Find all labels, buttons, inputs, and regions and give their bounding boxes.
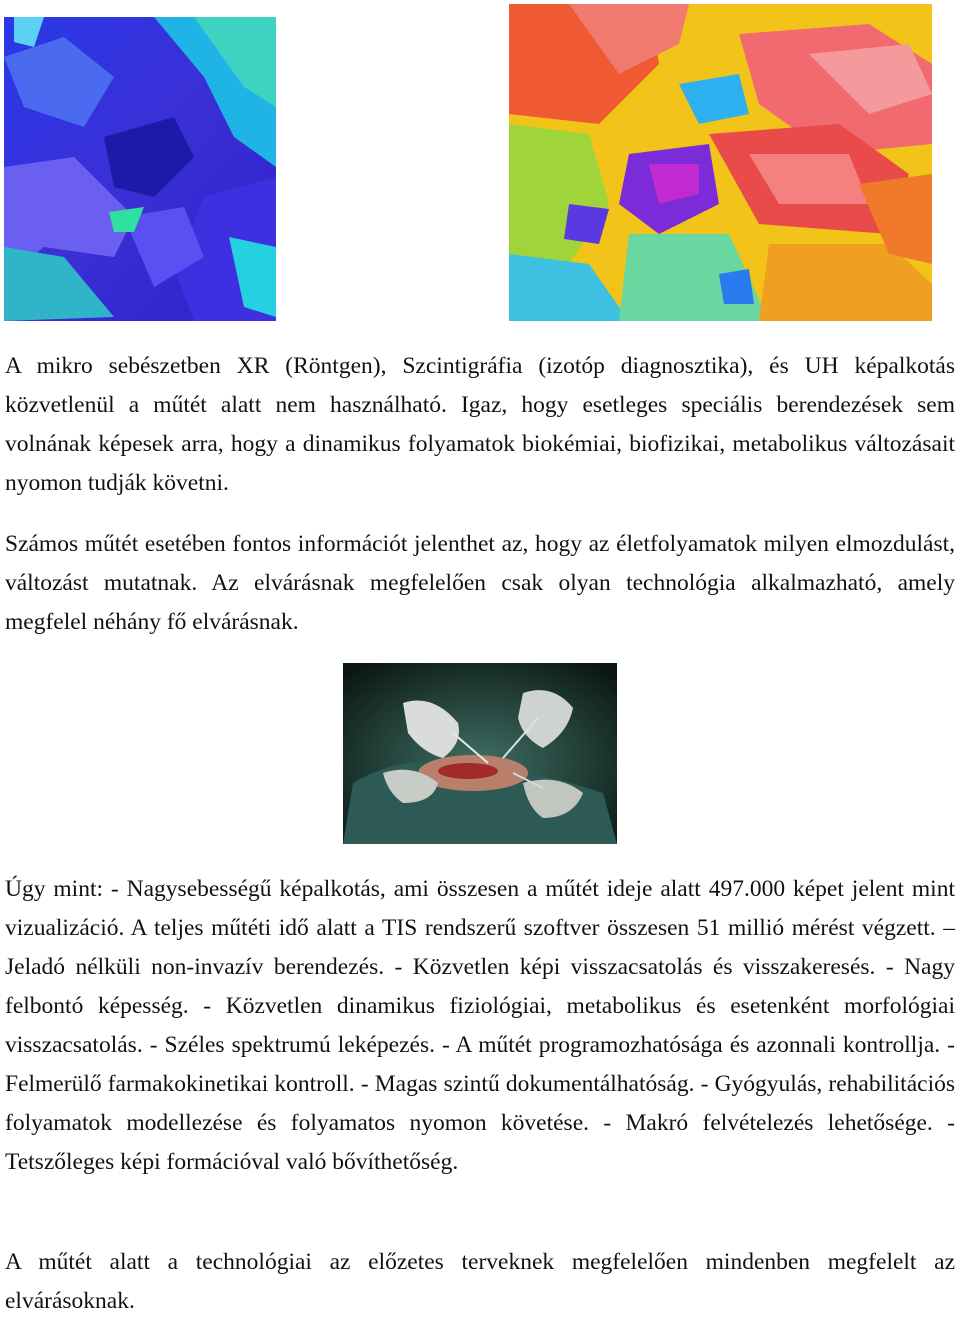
thermal-image-left: [4, 17, 276, 321]
thermal-image-right: [509, 4, 932, 321]
paragraph-features: Úgy mint: - Nagysebességű képalkotás, ami összesen a műtét ideje alatt 497.000 képet jelent mint vizualizáció. A teljes műtéti idő alatt a TIS rendszerű szoftver összesen 51 millió mérést végzett. – Jeladó nélküli non-invazív berendezés. - Közvetlen képi visszacsatolás és visszakeresés. - Nagy felbontó képesség. - Közvetlen dinamikus fiziológiai, metabolikus és esetenként morfológiai visszacsatolás. - Széles spektrumú leképezés. - A műtét programozhatósága és azonnali kontrollja. - Felmerülő farmakokinetikai kontroll. - Magas szintű dokumentálhatóság. - Gyógyulás, rehabilitációs folyamatok modellezése és folyamatos nyomon követése. - Makró felvételezés lehetősége. - Tetszőleges képi formációval való bővíthetőség.: [5, 876, 955, 1175]
paragraph-conclusion: A műtét alatt a technológiai az előzetes terveknek megfelelően mindenben megfelelt az elvárásoknak.: [5, 1249, 955, 1314]
paragraph-intro: A mikro sebészetben XR (Röntgen), Szcintigráfia (izotóp diagnosztika), és UH képalkotás közvetlenül a műtét alatt nem használható. Igaz, hogy esetleges speciális berendezések sem volnának képesek arra, hogy a dinamikus folyamatok biokémiai, biofizikai, metabolikus változásait nyomon tudják követni.: [5, 353, 955, 496]
paragraph-requirements: Számos műtét esetében fontos információt jelenthet az, hogy az életfolyamatok milyen elmozdulást, változást mutatnak. Az elvárásnak megfelelően csak olyan technológia alkalmazható, amely megfelel néhány fő elvárásnak.: [5, 531, 955, 635]
surgery-photo: [343, 663, 617, 844]
